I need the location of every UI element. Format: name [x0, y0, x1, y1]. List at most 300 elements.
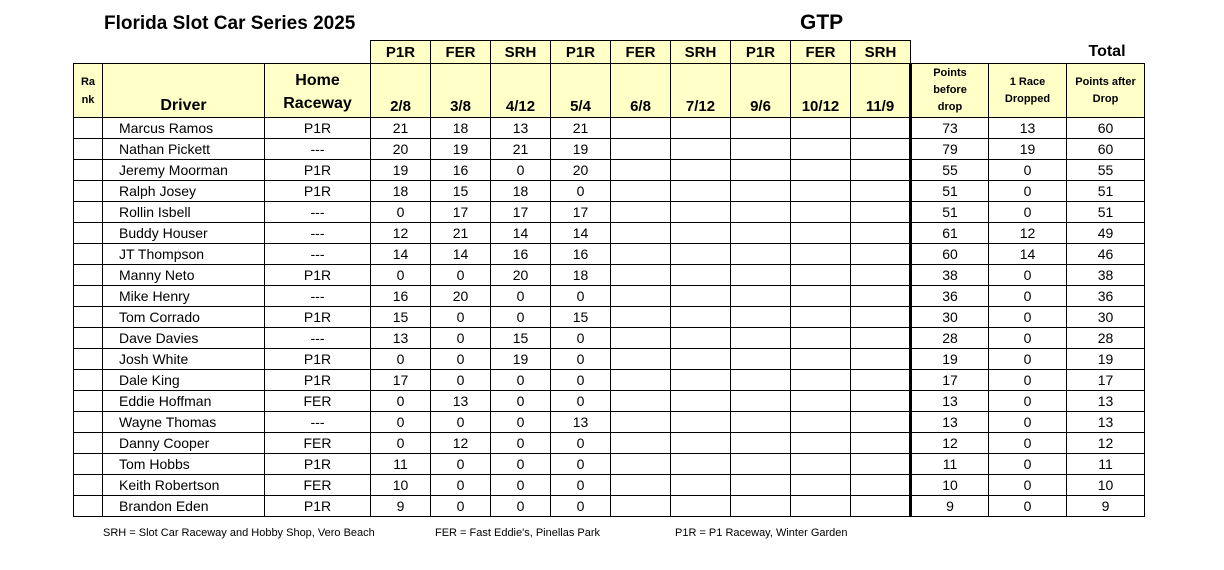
race-points-cell: 20 [431, 286, 491, 307]
venue-cell: P1R [371, 41, 431, 64]
race-points-cell [851, 118, 911, 139]
race-points-cell [731, 202, 791, 223]
race-points-cell [731, 286, 791, 307]
race-points-cell [791, 475, 851, 496]
rank-cell [74, 139, 103, 160]
points-before-drop-cell: 13 [911, 412, 989, 433]
race-points-cell [611, 307, 671, 328]
race-points-cell: 9 [371, 496, 431, 517]
race-points-cell [611, 412, 671, 433]
points-after-drop-cell: 13 [1067, 412, 1145, 433]
race-dropped-cell: 12 [989, 223, 1067, 244]
race-points-cell: 0 [431, 307, 491, 328]
race-points-cell: 0 [551, 454, 611, 475]
race-points-cell [611, 139, 671, 160]
race-points-cell [851, 286, 911, 307]
date-header: 5/4 [551, 64, 611, 118]
points-before-drop-cell: 51 [911, 181, 989, 202]
race-points-cell: 0 [551, 286, 611, 307]
race-points-cell [791, 496, 851, 517]
driver-cell: Eddie Hoffman [103, 391, 265, 412]
race-points-cell: 0 [371, 202, 431, 223]
points-after-drop-cell: 19 [1067, 349, 1145, 370]
race-points-cell [851, 370, 911, 391]
race-points-cell: 0 [431, 370, 491, 391]
race-points-cell [671, 433, 731, 454]
points-before-drop-cell: 60 [911, 244, 989, 265]
race-points-cell [851, 139, 911, 160]
race-points-cell [671, 349, 731, 370]
rank-cell [74, 181, 103, 202]
venue-cell: FER [791, 41, 851, 64]
rank-cell [74, 496, 103, 517]
race-points-cell [671, 286, 731, 307]
race-points-cell [851, 391, 911, 412]
race-points-cell [671, 202, 731, 223]
standings-table [73, 63, 1145, 517]
points-after-drop-cell: 17 [1067, 370, 1145, 391]
points-before-drop-cell: 30 [911, 307, 989, 328]
driver-cell: Ralph Josey [103, 181, 265, 202]
race-points-cell: 12 [371, 223, 431, 244]
points-before-drop-cell: 73 [911, 118, 989, 139]
race-points-cell [611, 223, 671, 244]
driver-cell: Brandon Eden [103, 496, 265, 517]
rank-cell [74, 391, 103, 412]
date-header: 6/8 [611, 64, 671, 118]
class-title: GTP [800, 11, 844, 34]
race-points-cell: 13 [491, 118, 551, 139]
race-dropped-cell: 0 [989, 412, 1067, 433]
points-after-drop-cell: 28 [1067, 328, 1145, 349]
race-points-cell [731, 391, 791, 412]
race-points-cell [851, 496, 911, 517]
race-points-cell [731, 307, 791, 328]
race-dropped-cell: 0 [989, 265, 1067, 286]
race-points-cell: 21 [551, 118, 611, 139]
race-points-cell [611, 160, 671, 181]
race-points-cell: 19 [371, 160, 431, 181]
race-points-cell [851, 202, 911, 223]
race-points-cell: 0 [431, 328, 491, 349]
rank-cell [74, 118, 103, 139]
home-raceway-cell: P1R [265, 265, 371, 286]
header-row [74, 64, 1145, 118]
home-raceway-cell: P1R [265, 454, 371, 475]
race-points-cell [611, 454, 671, 475]
race-points-cell [611, 181, 671, 202]
race-points-cell: 17 [371, 370, 431, 391]
race-points-cell: 0 [371, 391, 431, 412]
race-points-cell: 12 [431, 433, 491, 454]
date-header: 9/6 [731, 64, 791, 118]
race-points-cell [791, 265, 851, 286]
race-points-cell: 17 [431, 202, 491, 223]
driver-cell: Wayne Thomas [103, 412, 265, 433]
race-dropped-cell: 0 [989, 307, 1067, 328]
race-points-cell [611, 433, 671, 454]
race-points-cell [671, 223, 731, 244]
points-before-drop-cell: 19 [911, 349, 989, 370]
race-points-cell [851, 160, 911, 181]
race-points-cell: 14 [371, 244, 431, 265]
driver-cell: Jeremy Moorman [103, 160, 265, 181]
table-row [74, 433, 1145, 454]
table-row [74, 412, 1145, 433]
points-after-drop-cell: 60 [1067, 118, 1145, 139]
race-points-cell [791, 349, 851, 370]
points-after-drop-cell: 36 [1067, 286, 1145, 307]
rank-header: Ra nk [74, 64, 103, 118]
race-points-cell [851, 265, 911, 286]
race-points-cell: 11 [371, 454, 431, 475]
rank-cell [74, 349, 103, 370]
driver-cell: Nathan Pickett [103, 139, 265, 160]
table-row [74, 139, 1145, 160]
race-points-cell: 0 [431, 454, 491, 475]
race-points-cell: 13 [551, 412, 611, 433]
points-after-drop-cell: 12 [1067, 433, 1145, 454]
rank-cell [74, 307, 103, 328]
race-points-cell [671, 370, 731, 391]
table-row [74, 286, 1145, 307]
table-row [74, 244, 1145, 265]
points-before-drop-cell: 55 [911, 160, 989, 181]
points-before-drop-cell: 11 [911, 454, 989, 475]
race-points-cell: 18 [431, 118, 491, 139]
total-label: Total [1088, 43, 1126, 60]
race-points-cell: 0 [371, 433, 431, 454]
race-points-cell: 0 [491, 370, 551, 391]
race-points-cell: 0 [491, 454, 551, 475]
race-points-cell: 0 [431, 265, 491, 286]
home-raceway-cell: --- [265, 202, 371, 223]
race-points-cell: 16 [551, 244, 611, 265]
home-raceway-header: Home Raceway [265, 64, 371, 118]
race-points-cell [671, 496, 731, 517]
race-points-cell: 18 [551, 265, 611, 286]
race-dropped-cell: 0 [989, 181, 1067, 202]
home-raceway-cell: P1R [265, 181, 371, 202]
driver-cell: JT Thompson [103, 244, 265, 265]
race-points-cell [671, 181, 731, 202]
race-points-cell: 0 [551, 433, 611, 454]
race-points-cell [791, 139, 851, 160]
race-points-cell [671, 139, 731, 160]
rank-cell [74, 475, 103, 496]
race-points-cell [671, 265, 731, 286]
race-points-cell [731, 349, 791, 370]
race-points-cell [791, 454, 851, 475]
points-before-drop-cell: 12 [911, 433, 989, 454]
date-header: 10/12 [791, 64, 851, 118]
home-raceway-cell: P1R [265, 370, 371, 391]
venue-cell: FER [611, 41, 671, 64]
venue-cell: P1R [731, 41, 791, 64]
rank-cell [74, 286, 103, 307]
race-points-cell [731, 496, 791, 517]
table-row [74, 202, 1145, 223]
race-points-cell [671, 475, 731, 496]
race-points-cell [851, 454, 911, 475]
race-points-cell: 0 [431, 496, 491, 517]
rank-cell [74, 160, 103, 181]
rank-cell [74, 202, 103, 223]
race-points-cell: 0 [551, 475, 611, 496]
footer-p1r: P1R = P1 Raceway, Winter Garden [675, 527, 848, 539]
race-points-cell [611, 349, 671, 370]
driver-cell: Josh White [103, 349, 265, 370]
rank-cell [74, 412, 103, 433]
race-points-cell [731, 412, 791, 433]
race-points-cell: 16 [371, 286, 431, 307]
table-row [74, 265, 1145, 286]
points-before-drop-cell: 17 [911, 370, 989, 391]
points-after-drop-cell: 51 [1067, 181, 1145, 202]
race-points-cell: 18 [491, 181, 551, 202]
race-points-cell [611, 391, 671, 412]
race-points-cell: 16 [491, 244, 551, 265]
venue-cell: FER [431, 41, 491, 64]
points-after-drop-cell: 55 [1067, 160, 1145, 181]
home-raceway-cell: --- [265, 223, 371, 244]
home-raceway-cell: --- [265, 412, 371, 433]
driver-cell: Marcus Ramos [103, 118, 265, 139]
race-points-cell [611, 475, 671, 496]
race-points-cell [611, 118, 671, 139]
home-raceway-cell: --- [265, 244, 371, 265]
race-points-cell [851, 412, 911, 433]
race-points-cell [611, 265, 671, 286]
race-points-cell [611, 202, 671, 223]
race-points-cell [731, 475, 791, 496]
points-after-drop-header: Points after Drop [1067, 64, 1145, 118]
race-points-cell [671, 118, 731, 139]
driver-cell: Tom Hobbs [103, 454, 265, 475]
race-points-cell: 0 [551, 349, 611, 370]
points-after-drop-cell: 46 [1067, 244, 1145, 265]
table-row [74, 391, 1145, 412]
race-points-cell [731, 370, 791, 391]
race-points-cell [791, 118, 851, 139]
points-after-drop-cell: 30 [1067, 307, 1145, 328]
race-points-cell [611, 496, 671, 517]
race-points-cell [791, 307, 851, 328]
race-points-cell: 16 [431, 160, 491, 181]
race-dropped-cell: 0 [989, 328, 1067, 349]
race-points-cell [791, 286, 851, 307]
points-before-drop-cell: 61 [911, 223, 989, 244]
race-points-cell: 15 [371, 307, 431, 328]
race-points-cell [671, 160, 731, 181]
race-points-cell: 0 [491, 433, 551, 454]
race-dropped-cell: 0 [989, 286, 1067, 307]
race-points-cell: 0 [551, 370, 611, 391]
race-points-cell: 19 [551, 139, 611, 160]
race-points-cell [851, 349, 911, 370]
race-points-cell [791, 244, 851, 265]
race-dropped-cell: 0 [989, 475, 1067, 496]
date-header: 3/8 [431, 64, 491, 118]
rank-cell [74, 223, 103, 244]
home-raceway-cell: FER [265, 433, 371, 454]
points-before-drop-cell: 38 [911, 265, 989, 286]
table-row [74, 370, 1145, 391]
race-points-cell: 19 [491, 349, 551, 370]
race-points-cell [671, 391, 731, 412]
points-before-drop-cell: 10 [911, 475, 989, 496]
race-points-cell [791, 181, 851, 202]
home-raceway-cell: --- [265, 328, 371, 349]
race-points-cell: 19 [431, 139, 491, 160]
race-dropped-cell: 14 [989, 244, 1067, 265]
home-raceway-cell: P1R [265, 307, 371, 328]
points-before-drop-cell: 28 [911, 328, 989, 349]
race-points-cell [791, 223, 851, 244]
race-points-cell: 18 [371, 181, 431, 202]
points-after-drop-cell: 38 [1067, 265, 1145, 286]
table-row [74, 454, 1145, 475]
race-dropped-cell: 0 [989, 433, 1067, 454]
home-raceway-cell: P1R [265, 160, 371, 181]
table-row [74, 496, 1145, 517]
race-points-cell: 0 [551, 181, 611, 202]
footer-fer: FER = Fast Eddie's, Pinellas Park [435, 527, 601, 539]
race-points-cell: 15 [551, 307, 611, 328]
race-dropped-cell: 19 [989, 139, 1067, 160]
race-points-cell [671, 244, 731, 265]
rank-cell [74, 454, 103, 475]
rank-cell [74, 328, 103, 349]
race-dropped-cell: 0 [989, 454, 1067, 475]
table-row [74, 181, 1145, 202]
race-points-cell: 21 [431, 223, 491, 244]
footer-srh: SRH = Slot Car Raceway and Hobby Shop, Vero Beach [103, 527, 375, 539]
driver-cell: Danny Cooper [103, 433, 265, 454]
race-points-cell: 0 [551, 391, 611, 412]
race-points-cell: 0 [371, 412, 431, 433]
race-points-cell: 13 [371, 328, 431, 349]
venue-cell: SRH [671, 41, 731, 64]
points-before-drop-cell: 36 [911, 286, 989, 307]
home-raceway-cell: P1R [265, 496, 371, 517]
driver-cell: Keith Robertson [103, 475, 265, 496]
driver-cell: Rollin Isbell [103, 202, 265, 223]
points-before-drop-cell: 13 [911, 391, 989, 412]
race-points-cell [851, 223, 911, 244]
race-dropped-cell: 13 [989, 118, 1067, 139]
race-points-cell [851, 433, 911, 454]
table-row [74, 118, 1145, 139]
table-row [74, 349, 1145, 370]
race-dropped-cell: 0 [989, 496, 1067, 517]
home-raceway-cell: --- [265, 286, 371, 307]
race-points-cell [671, 328, 731, 349]
home-raceway-cell: FER [265, 475, 371, 496]
race-points-cell [611, 244, 671, 265]
race-points-cell: 17 [551, 202, 611, 223]
race-points-cell [731, 181, 791, 202]
table-row [74, 223, 1145, 244]
driver-cell: Tom Corrado [103, 307, 265, 328]
race-points-cell: 20 [371, 139, 431, 160]
race-dropped-cell: 0 [989, 391, 1067, 412]
venue-cell: P1R [551, 41, 611, 64]
rank-cell [74, 265, 103, 286]
driver-cell: Buddy Houser [103, 223, 265, 244]
race-points-cell: 15 [431, 181, 491, 202]
race-dropped-cell: 0 [989, 370, 1067, 391]
race-points-cell [611, 370, 671, 391]
date-header: 2/8 [371, 64, 431, 118]
race-points-cell [611, 328, 671, 349]
driver-header: Driver [103, 64, 265, 118]
points-after-drop-cell: 9 [1067, 496, 1145, 517]
race-points-cell: 14 [431, 244, 491, 265]
race-points-cell: 14 [491, 223, 551, 244]
points-before-drop-cell: 9 [911, 496, 989, 517]
race-points-cell: 21 [371, 118, 431, 139]
race-points-cell: 0 [431, 349, 491, 370]
race-points-cell: 0 [371, 349, 431, 370]
driver-cell: Manny Neto [103, 265, 265, 286]
race-points-cell: 0 [551, 328, 611, 349]
race-points-cell: 0 [491, 496, 551, 517]
driver-cell: Dave Davies [103, 328, 265, 349]
race-points-cell: 0 [491, 475, 551, 496]
venue-cell: SRH [851, 41, 911, 64]
rank-cell [74, 433, 103, 454]
points-after-drop-cell: 60 [1067, 139, 1145, 160]
race-points-cell [671, 307, 731, 328]
race-points-cell [611, 286, 671, 307]
race-points-cell [851, 244, 911, 265]
date-header: 4/12 [491, 64, 551, 118]
race-points-cell [731, 265, 791, 286]
race-points-cell [731, 139, 791, 160]
race-points-cell [731, 160, 791, 181]
race-points-cell [791, 370, 851, 391]
venue-cell: SRH [491, 41, 551, 64]
table-row [74, 160, 1145, 181]
race-points-cell [791, 391, 851, 412]
race-points-cell: 0 [551, 496, 611, 517]
race-points-cell [731, 328, 791, 349]
venue-header-row [370, 40, 911, 64]
rank-cell [74, 370, 103, 391]
race-dropped-cell: 0 [989, 160, 1067, 181]
race-points-cell: 10 [371, 475, 431, 496]
race-points-cell: 20 [491, 265, 551, 286]
race-points-cell: 20 [551, 160, 611, 181]
race-points-cell: 17 [491, 202, 551, 223]
points-after-drop-cell: 51 [1067, 202, 1145, 223]
race-points-cell: 21 [491, 139, 551, 160]
race-points-cell [791, 202, 851, 223]
race-points-cell: 0 [491, 160, 551, 181]
series-title: Florida Slot Car Series 2025 [104, 13, 356, 34]
race-points-cell: 0 [431, 475, 491, 496]
race-points-cell: 0 [491, 286, 551, 307]
race-points-cell [731, 454, 791, 475]
driver-cell: Dale King [103, 370, 265, 391]
home-raceway-cell: P1R [265, 118, 371, 139]
race-points-cell: 0 [491, 307, 551, 328]
race-points-cell [731, 223, 791, 244]
race-points-cell [851, 328, 911, 349]
race-dropped-cell: 0 [989, 349, 1067, 370]
race-points-cell: 0 [371, 265, 431, 286]
